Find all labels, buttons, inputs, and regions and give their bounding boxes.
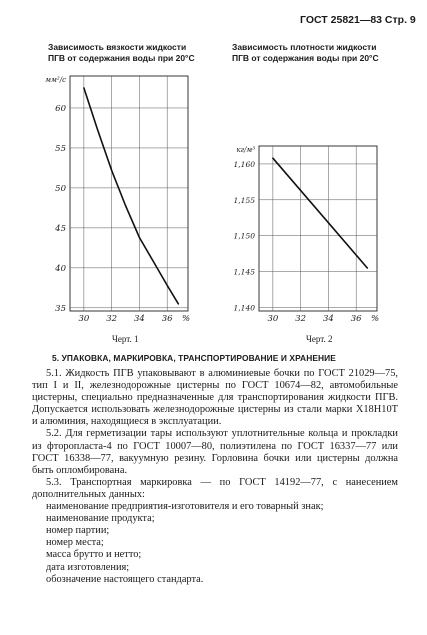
y-tick-label: 1,150 <box>233 231 255 241</box>
list-item: обозначение настоящего стандарта. <box>46 573 204 585</box>
x-tick-label: 32 <box>295 314 307 324</box>
y-tick-label: 60 <box>55 103 66 114</box>
x-tick-label: 30 <box>78 314 90 324</box>
list-item: дата изготовления; <box>46 561 130 573</box>
y-axis-label: кг/м³ <box>236 146 255 154</box>
y-tick-label: 1,155 <box>233 195 255 205</box>
x-tick-label: 30 <box>267 314 279 324</box>
paragraph-5-1: 5.1. Жидкость ПГВ упаковывают в алюминиевые бочки по ГОСТ 21029—75, тип I и II, железнодорожные цистерны по ГОСТ 10674—82, автомобильные цистерны, специально предназначенные для транспортирования жидкости ПГВ. Допускается использовать железнодорожные цистерны из стали марки Х18Н10Т и алюминия, находящиеся в эксплуатации. <box>32 368 398 428</box>
series-line <box>273 158 367 268</box>
x-tick-label: 34 <box>133 314 145 324</box>
chart2-title: Зависимость плотности жидкости ПГВ от содержания воды при 20°С <box>232 42 379 63</box>
list-item: наименование предприятия-изготовителя и его товарный знак; <box>46 501 324 513</box>
list-item: масса брутто и нетто; <box>46 549 142 561</box>
chart1-caption: Черт. 1 <box>112 334 139 344</box>
y-axis-label: мм²/с <box>45 76 66 84</box>
plot-frame <box>259 146 377 311</box>
chart2-caption: Черт. 2 <box>306 334 333 344</box>
list-item: номер партии; <box>46 525 110 537</box>
section-heading: 5. УПАКОВКА, МАРКИРОВКА, ТРАНСПОРТИРОВАНИЕ И ХРАНЕНИЕ <box>52 353 336 363</box>
chart1-title: Зависимость вязкости жидкости ПГВ от содержания воды при 20°С <box>48 42 195 63</box>
x-axis-label: % <box>182 314 191 324</box>
body-text <box>32 368 398 586</box>
list-item: наименование продукта; <box>46 513 155 525</box>
y-tick-label: 40 <box>55 263 66 274</box>
y-tick-label: 1,145 <box>233 267 255 277</box>
y-tick-label: 45 <box>55 223 66 234</box>
y-tick-label: 1,140 <box>233 303 255 313</box>
x-tick-label: 34 <box>322 314 334 324</box>
paragraph-5-3: 5.3. Транспортная маркировка — по ГОСТ 14192—77, с нанесением дополнительных данных: <box>32 476 398 500</box>
list-item: номер места; <box>46 537 104 549</box>
paragraph-5-2: 5.2. Для герметизации тары используют уплотнительные кольца и прокладки из фторопласта-4 по ГОСТ 10007—80, полиэтилена по ГОСТ 16337—77 или ГОСТ 16338—77, вакуумную резину. Горловина бочки или цистерны должна быть опломбирована. <box>32 428 398 476</box>
x-axis-label: % <box>371 314 380 324</box>
y-tick-label: 1,160 <box>233 159 255 169</box>
x-tick-label: 32 <box>106 314 118 324</box>
x-tick-label: 36 <box>161 314 173 324</box>
page-header: ГОСТ 25821—83 Стр. 9 <box>300 14 416 26</box>
y-tick-label: 55 <box>55 143 66 154</box>
x-tick-label: 36 <box>350 314 362 324</box>
y-tick-label: 35 <box>55 303 66 314</box>
y-tick-label: 50 <box>55 183 66 194</box>
